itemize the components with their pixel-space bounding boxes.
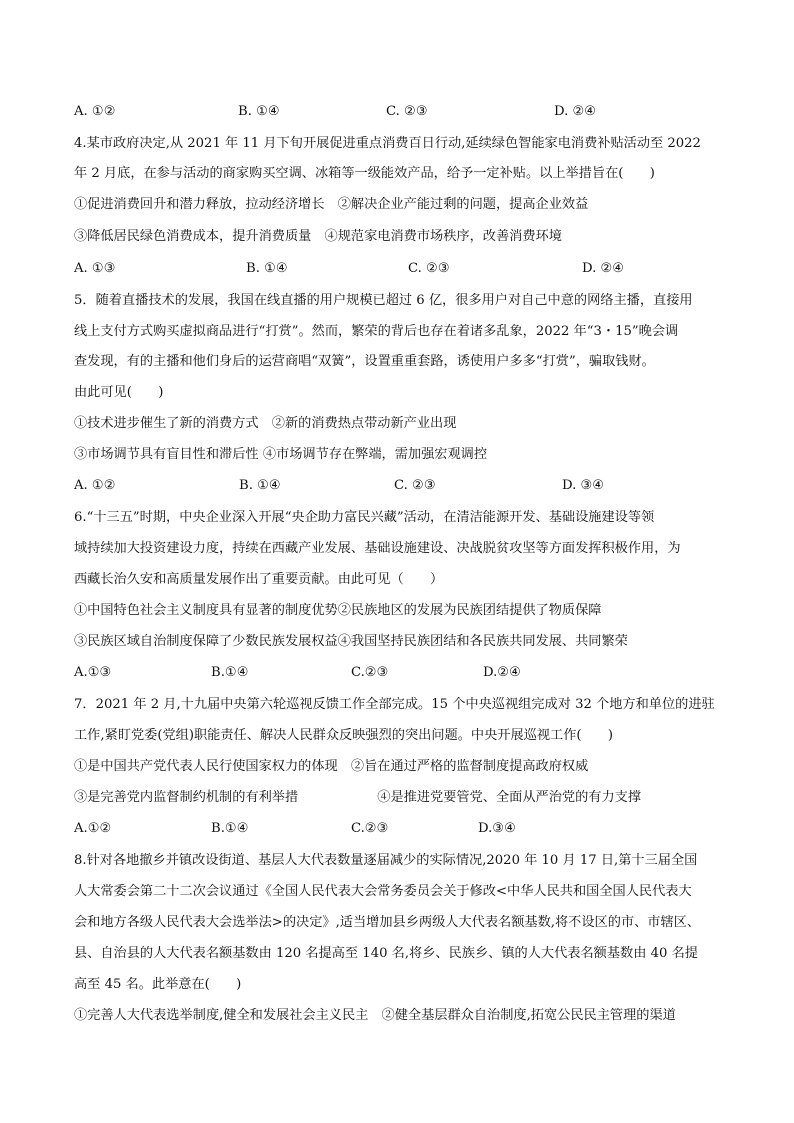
q6-stem-line-2: 域持续加大投资建设力度，持续在西藏产业发展、基础设施建设、决战脱贫攻坚等方面发挥积极作用，为 [74, 541, 681, 556]
q8-stem-line-2: 人大常委会第二十二次会议通过《全国人民代表大会常务委员会关于修改<中华人民共和国全国人民代表大 [74, 884, 692, 899]
q3-option-d[interactable]: D. ②④ [554, 104, 597, 119]
q5-stem-line-3: 查发现，有的主播和他们身后的运营商唱“双簧”，设置重重套路，诱使用户多多“打赏”，骗取钱财。 [74, 354, 655, 369]
q4-option-c[interactable]: C. ②③ [408, 261, 450, 276]
q7-options [74, 820, 724, 838]
q3-options [74, 103, 724, 121]
q5-option-c[interactable]: C. ②③ [394, 478, 436, 493]
q8-stem-line-4: 县、自治县的人大代表名额基数由 120 名提高至 140 名,将乡、民族乡、镇的人大代表名额基数由 40 名提 [74, 946, 698, 961]
q6-option-a[interactable]: A.①③ [74, 665, 112, 680]
q6-item-line-2: ③民族区域自治制度保障了少数民族发展权益④我国坚持民族团结和各民族共同发展、共同繁荣 [74, 634, 628, 649]
q5-item-line-1: ①技术进步催生了新的消费方式 ②新的消费热点带动新产业出现 [74, 416, 457, 431]
q4-stem-line-2: 年 2 月底，在参与活动的商家购买空调、冰箱等一级能效产品，给予一定补贴。以上举措旨在( ) [74, 166, 655, 181]
q4-option-b[interactable]: B. ①④ [246, 261, 288, 276]
q5-stem-line-1: 5．随着直播技术的发展，我国在线直播的用户规模已超过 6 亿，很多用户对自己中意的网络主播，直接用 [74, 293, 693, 308]
q6-option-c[interactable]: C.②③ [351, 665, 389, 680]
q7-item-line-1: ①是中国共产党代表人民行使国家权力的体现 ②旨在通过严格的监督制度提高政府权威 [74, 759, 589, 774]
q4-item-line-2: ③降低居民绿色消费成本，提升消费质量 ④规范家电消费市场秩序，改善消费环境 [74, 229, 562, 244]
q4-option-d[interactable]: D. ②④ [582, 261, 625, 276]
q3-option-b[interactable]: B. ①④ [238, 104, 280, 119]
q4-options [74, 260, 724, 278]
q6-option-b[interactable]: B.①④ [211, 665, 249, 680]
q4-option-a[interactable]: A. ①③ [74, 261, 116, 276]
q7-option-d[interactable]: D.③④ [478, 821, 516, 836]
q7-item-line-2: ③是完善党内监督制约机制的有利举措 ④是推进党要管党、全面从严治党的有力支撑 [74, 790, 642, 805]
q8-item-line-1: ①完善人大代表选举制度,健全和发展社会主义民主 ②健全基层群众自治制度,拓宽公民民主管理的渠道 [74, 1008, 676, 1023]
q4-item-line-1: ①促进消费回升和潜力释放，拉动经济增长 ②解决企业产能过剩的问题，提高企业效益 [74, 197, 589, 212]
q5-options [74, 477, 724, 495]
q6-options [74, 664, 724, 682]
q7-option-a[interactable]: A.①② [74, 821, 112, 836]
q5-stem-line-2: 线上支付方式购买虚拟商品进行“打赏”。然而，繁荣的背后也存在着诸多乱象，2022 年“3・15”晚会调 [74, 324, 679, 339]
q6-stem-line-1: 6.“十三五”时期，中央企业深入开展“央企助力富民兴藏”活动，在清洁能源开发、基础设施建设等领 [74, 510, 655, 525]
q7-option-b[interactable]: B.①④ [211, 821, 249, 836]
q7-stem-line-2: 工作,紧盯党委(党组)职能责任、解决人民群众反映强烈的突出问题。中央开展巡视工作( ) [74, 728, 614, 743]
q3-option-a[interactable]: A. ①② [74, 104, 116, 119]
q5-item-line-2: ③市场调节具有盲目性和滞后性 ④市场调节存在弊端，需加强宏观调控 [74, 447, 488, 462]
q8-stem-line-5: 高至 45 名。此举意在( ) [74, 977, 242, 992]
q8-stem-line-3: 会和地方各级人民代表大会选举法>的决定》,适当增加县乡两级人大代表名额基数,将不设区的市、市辖区、 [74, 915, 701, 930]
q7-stem-line-1: 7．2021 年 2 月,十九届中央第六轮巡视反馈工作全部完成。15 个中央巡视组完成对 32 个地方和单位的进驻 [74, 697, 715, 712]
q4-stem-line-1: 4.某市政府决定,从 2021 年 11 月下旬开展促进重点消费百日行动,延续绿色智能家电消费补贴活动至 2022 [74, 136, 701, 151]
q8-stem-line-1: 8.针对各地撤乡并镇改设街道、基层人大代表数量逐届减少的实际情况,2020 年 10 月 17 日,第十三届全国 [74, 853, 698, 868]
q5-option-a[interactable]: A. ①② [74, 478, 116, 493]
q5-stem-line-4: 由此可见( ) [74, 385, 164, 400]
q6-option-d[interactable]: D.②④ [483, 665, 521, 680]
q7-option-c[interactable]: C.②③ [351, 821, 389, 836]
q5-option-b[interactable]: B. ①④ [239, 478, 281, 493]
q5-option-d[interactable]: D. ③④ [562, 478, 605, 493]
q3-option-c[interactable]: C. ②③ [386, 104, 428, 119]
q6-stem-line-3: 西藏长治久安和高质量发展作出了重要贡献。由此可见（ ） [74, 572, 444, 587]
q6-item-line-1: ①中国特色社会主义制度具有显著的制度优势②民族地区的发展为民族团结提供了物质保障 [74, 603, 602, 618]
